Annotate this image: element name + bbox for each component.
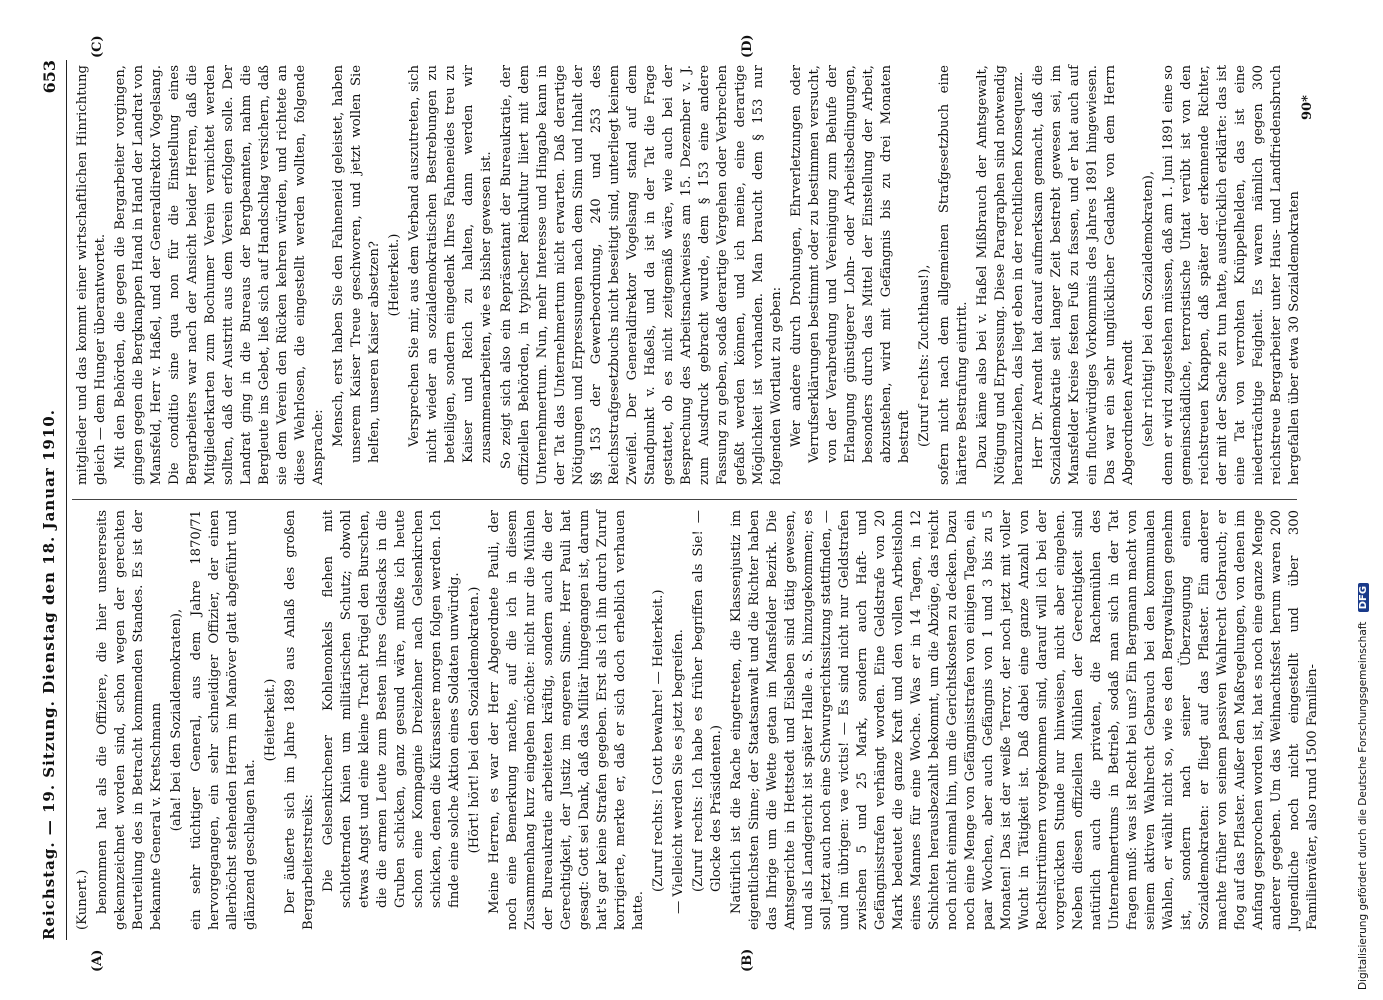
paragraph: (Heiterkeit.) <box>387 233 402 317</box>
signature-mark: 90* <box>1300 95 1315 120</box>
paragraph: Die Gelsenkirchener Kohlenonkels flehen mit schlotternden Knien um militärischen Schutz; obwohl etwas Angst und eine kleine Tracht Prügel den Burschen, die die armen Leute zum Besten ihres Geldsacks in die Gruben schicken, ganz gesund wäre, mußte ich heute schon eine Kompagnie Dreizehner nach Gelsenkirchen schicken, denen die Kürassiere morgen folgen werden. Ich finde eine solche Aktion eines Soldaten unwürdig. <box>321 510 462 908</box>
paragraph: benommen hat als die Offiziere, die hier unsererseits gekennzeichnet worden sind, schon wegen der gerechten Beurteilung des in Betracht kommenden Standes. Es ist der bekannte General v. Kretschmann <box>95 510 164 930</box>
paragraph: Dazu käme also bei v. Haßel Mißbrauch der Amtsgewalt, Nötigung und Erpressung. Diese Paragraphen sind notwendig heranzuziehen, das liegt eben in der rechtlichen Konsequenz. <box>975 65 1026 485</box>
paragraph: (Hört! hört! bei den Sozialdemokraten.) <box>467 586 482 854</box>
paragraph: (Zuruf rechts: I Gott bewahre! — Heiterkeit.) <box>651 589 666 892</box>
header-title: Reichstag. — 19. Sitzung. Dienstag den 18. Januar 1910. <box>40 409 58 940</box>
paragraph: ein sehr tüchtiger General, aus dem Jahre 1870/71 hervorgegangen, ein sehr schneidiger Offizier, der einen allerhöchst stehenden Herrn im Manöver glatt abgeführt und glänzend geschlagen hat. <box>189 510 258 930</box>
margin-marker-d: (D) <box>740 34 755 58</box>
paragraph: Mit den Behörden, die gegen die Bergarbeiter vorgingen, gingen gegen die Bergknappen Hand in Hand der Landrat von Mansfeld, Herr v. Haßel, und der Generaldirektor Vogelsang. Die conditio sine qua non für die Einstellung eines Bergarbeiters war nach der Ansicht beider Herren, daß die Mitgliederkarten zum Bochumer Verein vernichtet werden sollten, daß der Austritt aus dem Verein erfolgen solle. Der Landrat ging in die Bureaus der Bergbeamten, nahm die Bergleute ins Gebet, ließ sich auf Handschlag versichern, daß sie dem Verein den Rücken kehren würden, und richtete an diese Wehrlosen, die eingestellt werden wollten, folgende Ansprache: <box>113 65 326 485</box>
header-rule <box>66 60 67 940</box>
paragraph: sofern nicht nach dem allgemeinen Strafgesetzbuch eine härtere Bestrafung eintritt. <box>937 65 970 485</box>
paragraph: mitglieder und das kommt einer wirtschaftlichen Hinrichtung gleich — dem Hunger überantwortet. <box>75 65 108 485</box>
paragraph: denn er wird zugestehen müssen, daß am 1. Juni 1891 eine so gemeinschädliche, terroristische Untat verübt ist von den reichstreuen Knappen, daß später der erkennende Richter, der mit der Sache zu tun hatte, ausdrücklich erklärte: das ist eine Tat von verrohten Knüppelhelden, das ist eine niederträchtige Feigheit. Es waren nämlich gegen 300 reichstreue Bergarbeiter unter Haus- und Landfriedensbruch hergefallen über etwa 30 Sozialdemokraten <box>1161 65 1302 485</box>
paragraph: — Vielleicht werden Sie es jetzt begreifen. <box>671 629 686 914</box>
paragraph: (sehr richtig! bei den Sozialdemokraten), <box>1141 170 1156 447</box>
paragraph: Mensch, erst haben Sie den Fahneneid geleistet, haben unserem Kaiser Treue geschworen, und jetzt wollen Sie helfen, unseren Kaiser absetzen? <box>331 65 382 463</box>
paragraph: (Kunert.) <box>75 869 90 930</box>
paragraph: Der äußerte sich im Jahre 1889 aus Anlaß des großen Bergarbeiterstreiks: <box>283 510 316 930</box>
column-divider <box>72 499 1297 500</box>
paragraph: So zeigt sich also ein Repräsentant der Bureaukratie, der offiziellen Behörden, in typischer Reinkultur liiert mit dem Unternehmertum. Nun, mehr Interesse und Hingabe kann in der Tat das Unternehmertum nicht erwarten. Daß derartige Nötigungen und Erpressungen nach dem Sinn und Inhalt der §§ 153 der Gewerbeordnung, 240 und 253 des Reichsstrafgesetzbuchs nicht beseitigt sind, unterliegt keinem Zweifel. Der Generaldirektor Vogelsang stand auf dem Standpunkt v. Haßels, und da ist in der Tat die Frage gestattet, ob es nicht zeitgemäß wäre, wie auch bei der Besprechung des Arbeitsnachweises am 15. Dezember v. J. zum Ausdruck gebracht wurde, dem § 153 eine andere Fassung zu geben, sodaß derartige Vergehen oder Verbrechen gefaßt werden können, und ich meine, eine derartige Möglichkeit ist vorhanden. Man braucht dem § 153 nur folgenden Wortlaut zu geben: <box>499 65 784 485</box>
paragraph: (Zuruf rechts: Ich habe es früher begriffen als Sie! — Glocke des Präsidenten.) <box>691 510 724 892</box>
credit-text: Digitalisierung gefördert durch die Deutsche Forschungsgemeinschaft <box>1357 621 1369 990</box>
margin-marker-b: (B) <box>740 948 755 972</box>
paragraph: Meine Herren, es war der Herr Abgeordnete Pauli, der noch eine Bemerkung machte, auf die ich in diesem Zusammenhang kurz eingehen möchte: nicht nur die Mühlen der Bureaukratie arbeiteten kräftig, sondern auch die der Gerechtigkeit, der Justiz im engeren Sinne. Herr Pauli hat gesagt: Gott sei Dank, daß das Militär hingegangen ist, darum hat's gar keine Strafen gegeben. Erst als ich ihn durch Zuruf korrigierte, merkte er, daß er sich doch erheblich verhauen hatte. <box>487 510 646 930</box>
page-header <box>40 60 66 940</box>
paragraph: Wer andere durch Drohungen, Ehrverletzungen oder Verrufserklärungen bestimmt oder zu bestimmen versucht, von der Verabredung und Vereinigung zum Behufe der Erlangung günstigerer Lohn- oder Arbeitsbedingungen, besonders durch das Mittel der Einstellung der Arbeit, abzustehen, wird mit Gefängnis bis zu drei Monaten bestraft <box>789 65 912 463</box>
page-number: 653 <box>40 60 59 94</box>
paragraph: Natürlich ist die Rache eingetreten, die Klassenjustiz im eigentlichsten Sinne; der Staatsanwalt und die Richter haben das Ihrige um die Wette getan im Mansfelder Bezirk. Die Amtsgerichte in Hettstedt und Eisleben sind tätig gewesen, und als Landgericht ist später Halle a. S. hinzugekommen; es soll jetzt auch noch eine Schwurgerichtssitzung stattfinden, — und im übrigen: vae victis! — Es sind nicht nur Geldstrafen zwischen 5 und 25 Mark, sondern auch Haft- und Gefängnisstrafen verhängt worden. Eine Geldstrafe von 20 Mark bedeutet die ganze Kraft und den vollen Arbeitslohn eines Mannes für eine Woche. Was er in 14 Tagen, in 12 Schichten herausbezahlt bekommt, um die Abzüge, das reicht noch nicht einmal hin, um die Gerichtskosten zu decken. Dazu noch eine Menge von Gefängnisstrafen von einigen Tagen, ein paar Wochen, aber auch Gefängnis von 1 und 3 bis zu 5 Monaten! Das ist der weiße Terror, der noch jetzt mit voller Wucht in Tätigkeit ist. Daß dabei eine ganze Anzahl von Rechtsirrtümern vorgekommen sind, darauf will ich bei der vorgerückten Stunde nur hinweisen, nicht aber eingehen. Neben diesen offiziellen Mühlen der Gerechtigkeit sind natürlich auch die privaten, die Rachemühlen des Unternehmertums in Betrieb, sodaß man sich in der Tat fragen muß: was ist Recht bei uns? Ein Bergmann macht von seinem aktiven Wahlrecht Gebrauch bei den kommunalen Wahlen, er wählt nicht so, wie es den Bergwaltigen genehm ist, sondern nach seiner Überzeugung einen Sozialdemokraten: er fliegt auf das Pflaster. Ein anderer machte früher von seinem passiven Wahlrecht Gebrauch; er flog auf das Pflaster. Außer den Maßregelungen, von denen im Anfang gesprochen worden ist, hat es noch eine ganze Menge anderer gegeben. Um das Weihnachtsfest herum waren 200 Jugendliche noch nicht eingestellt und über 300 Familienväter, also rund 1500 Familien- <box>729 510 1320 930</box>
text-column-left <box>74 510 1320 930</box>
paragraph: (Zuruf rechts: Zuchthaus!), <box>917 264 932 447</box>
paragraph: (Heiterkeit.) <box>263 678 278 762</box>
margin-marker-c: (C) <box>90 35 105 58</box>
paragraph: Versprechen Sie mir, aus dem Verband auszutreten, sich nicht wieder an sozialdemokratischen Bestrebungen zu beteiligen, sondern eingedenk Ihres Fahneneides treu zu Kaiser und Reich zu halten, dann werden wir zusammenarbeiten, wie es bisher gewesen ist. <box>407 65 494 463</box>
dfg-logo: DFG <box>1358 583 1369 612</box>
side-credit <box>1355 10 1377 990</box>
text-column-right <box>74 65 1302 485</box>
margin-marker-a: (A) <box>90 949 105 972</box>
paragraph: (aha! bei den Sozialdemokraten), <box>169 608 184 832</box>
paragraph: Herr Dr. Arendt hat darauf aufmerksam gemacht, daß die Sozialdemokratie seit langer Zeit bestrebt gewesen sei, im Mansfelder Kreise festen Fuß zu fassen, und er hat auch auf ein fluchwürdiges Vorkommnis des Jahres 1891 hingewiesen. Das war ein sehr unglücklicher Gedanke von dem Herrn Abgeordneten Arendt <box>1031 65 1136 485</box>
